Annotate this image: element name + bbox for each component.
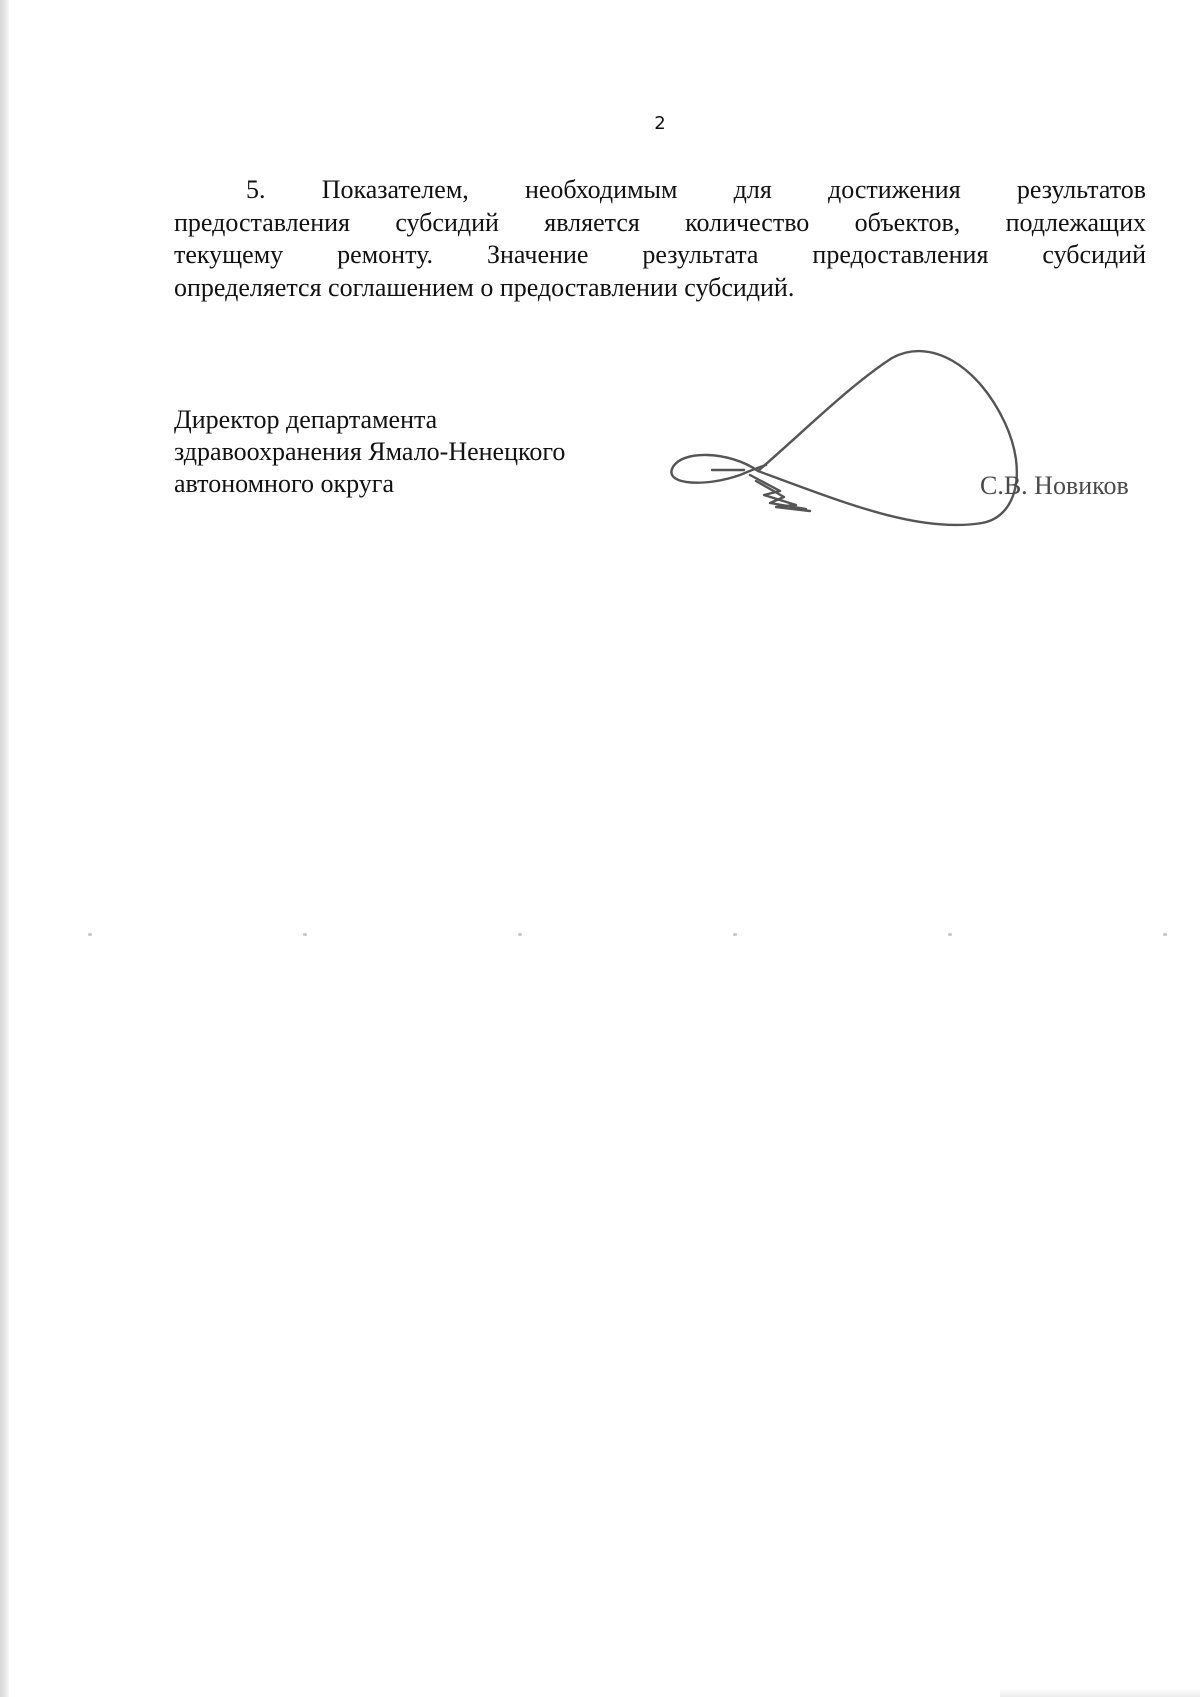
paragraph-line: предоставления субсидий является количество объектов, подлежащих [174, 207, 1146, 237]
scan-dot [733, 933, 737, 936]
scan-edge-left [0, 0, 9, 1697]
scan-artifact-dots [0, 930, 1200, 940]
paragraph-line: определяется соглашением о предоставлении субсидий. [174, 272, 795, 302]
scan-edge-bottom [1000, 1688, 1200, 1697]
scan-dot [303, 933, 307, 936]
scan-dot [88, 933, 92, 936]
paragraph-line: текущему ремонту. Значение результата предоставления субсидий [174, 240, 1146, 269]
scan-dot [518, 933, 522, 936]
paragraph-line: 5. Показателем, необходимым для достижения результатов [246, 175, 1146, 204]
signatory-title-line: Директор департамента [174, 405, 438, 434]
handwritten-signature [660, 345, 1080, 535]
signatory-title-line: здравоохранения Ямало-Ненецкого [174, 437, 566, 466]
paragraph-5 [174, 174, 1146, 304]
signer-name: С.В. Новиков [980, 471, 1129, 500]
scan-dot [948, 933, 952, 936]
signatory-title [174, 404, 565, 500]
signatory-title-line: автономного округа [174, 469, 394, 498]
page-number: 2 [654, 113, 666, 134]
scan-dot [1163, 933, 1167, 936]
